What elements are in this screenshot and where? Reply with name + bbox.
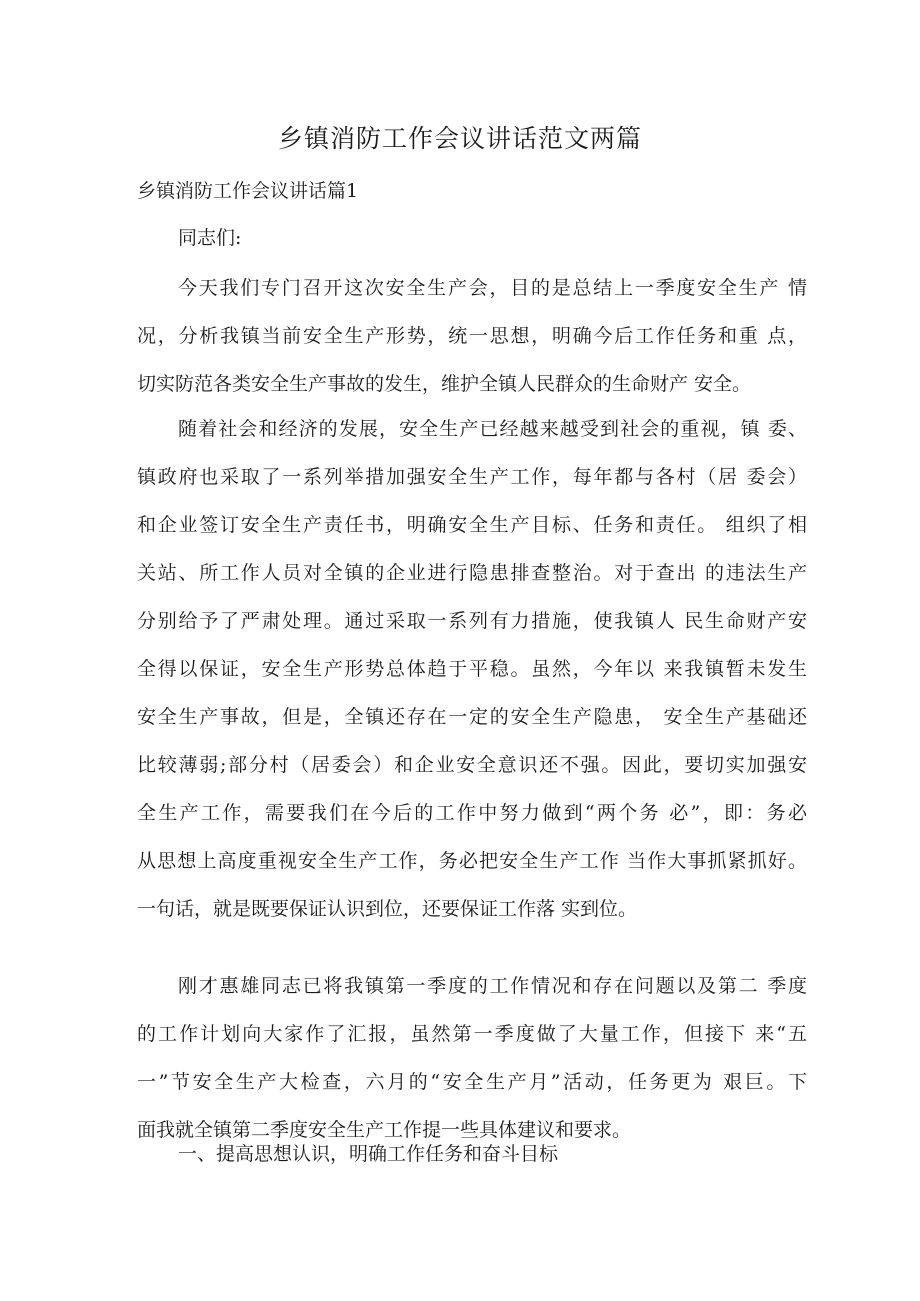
paragraph-line: 的工作计划向大家作了汇报，虽然第一季度做了大量工作，但接下 来“五	[137, 1023, 807, 1045]
paragraph-line: 况，分析我镇当前安全生产形势，统一思想，明确今后工作任务和重 点，	[137, 325, 807, 347]
paragraph-3	[137, 962, 807, 1154]
paragraph-line: 关站、所工作人员对全镇的企业进行隐患排查整治。对于查出 的违法生产	[137, 562, 807, 584]
section-heading: 乡镇消防工作会议讲话篇1	[137, 180, 359, 202]
paragraph-line: 全得以保证，安全生产形势总体趋于平稳。虽然，今年以 来我镇暂未发生	[137, 658, 807, 680]
paragraph-line: 分别给予了严肃处理。通过采取一系列有力措施，使我镇人 民生命财产安	[137, 610, 807, 632]
paragraph-line: 今天我们专门召开这次安全生产会，目的是总结上一季度安全生产 情	[178, 277, 807, 299]
paragraph-line: 随着社会和经济的发展，安全生产已经越来越受到社会的重视，镇 委、	[178, 418, 807, 440]
salutation: 同志们:	[178, 227, 242, 249]
paragraph-line: 面我就全镇第二季度安全生产工作提一些具体建议和要求。	[137, 1119, 632, 1141]
paragraph-line: 安全生产事故，但是，全镇还存在一定的安全生产隐患， 安全生产基础还	[137, 706, 807, 728]
paragraph-line: 刚才惠雄同志已将我镇第一季度的工作情况和存在问题以及第二 季度	[178, 975, 807, 997]
paragraph-1	[137, 264, 807, 408]
paragraph-line: 从思想上高度重视安全生产工作，务必把安全生产工作 当作大事抓紧抓好。	[137, 850, 807, 872]
paragraph-line: 全生产工作，需要我们在今后的工作中努力做到“两个务 必”，即：务必	[137, 802, 807, 824]
paragraph-line: 一”节安全生产大检查，六月的“安全生产月”活动，任务更为 艰巨。下	[137, 1071, 807, 1093]
paragraph-line: 比较薄弱;部分村（居委会）和企业安全意识还不强。因此，要切实加强安	[137, 754, 807, 776]
paragraph-line: 和企业签订安全生产责任书，明确安全生产目标、任务和责任。 组织了相	[137, 514, 807, 536]
paragraph-line: 一句话，就是既要保证认识到位，还要保证工作落 实到位。	[137, 898, 638, 920]
paragraph-line: 镇政府也采取了一系列举措加强安全生产工作，每年都与各村（居 委会）	[137, 466, 807, 488]
paragraph-line: 切实防范各类安全生产事故的发生，维护全镇人民群众的生命财产 安全。	[137, 373, 752, 395]
paragraph-2	[137, 405, 807, 933]
subsection-heading: 一、提高思想认识，明确工作任务和奋斗目标	[178, 1143, 559, 1165]
document-title: 乡镇消防工作会议讲话范文两篇	[277, 124, 642, 153]
